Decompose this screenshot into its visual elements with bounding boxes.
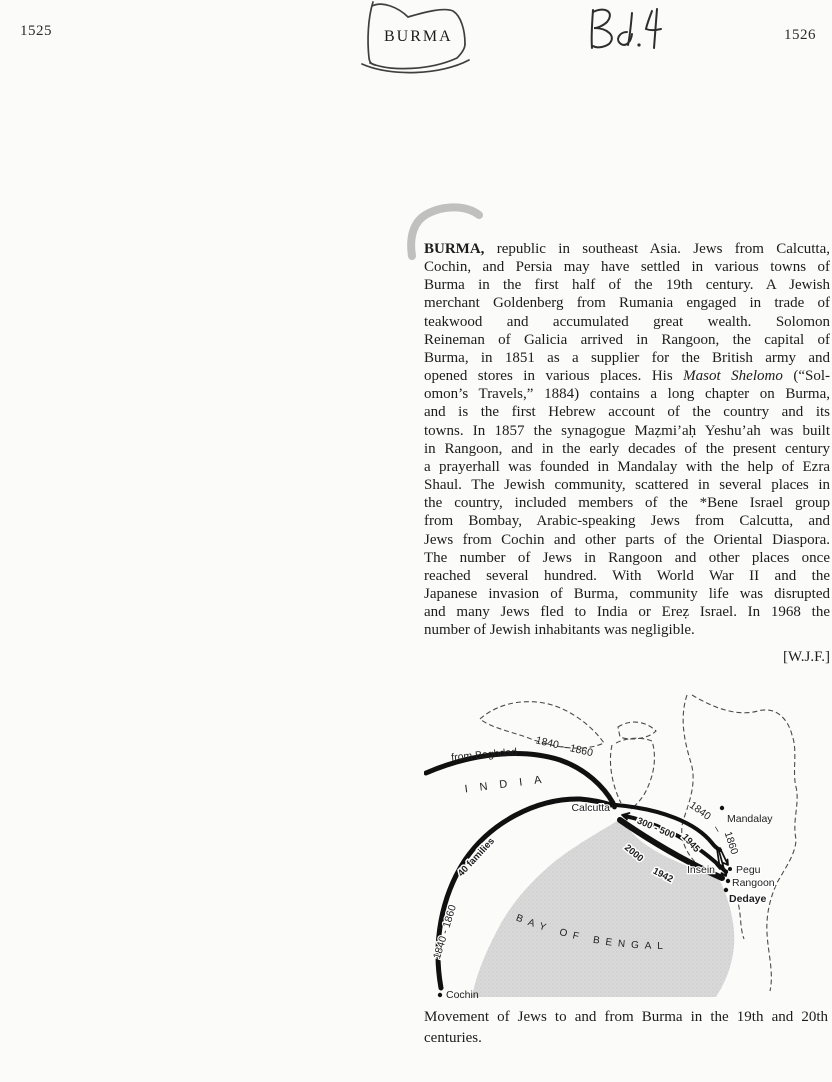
article-body (424, 240, 830, 667)
text-line: a prayerhall was founded in Mandalay with the help of Ezra (424, 458, 830, 475)
route-year-1945: 1945 (679, 831, 702, 855)
region-label-india: INDIA (463, 772, 555, 796)
sea-label: BAY OF BENGAL (514, 912, 669, 952)
migration-map (424, 691, 830, 1005)
author-signature: [W.J.F.] (783, 649, 830, 666)
route-count-300-500: 300 - 500 (635, 815, 677, 842)
route-count-2000: 2000 (622, 842, 646, 865)
right-page-number: 1526 (784, 27, 816, 43)
text-line: Japanese invasion of Burma, community life was disrupted (424, 585, 830, 602)
text-line: Cochin, and Persia may have settled in various towns of (424, 259, 830, 276)
text-line: and many Jews fled to India or Ereẓ Israel. In 1968 the (424, 604, 830, 621)
text-line: centuries. (424, 1030, 482, 1046)
city-label-dedaye: Dedaye (729, 893, 767, 905)
city-dot-mandalay (720, 806, 724, 810)
city-label-pegu: Pegu (736, 864, 761, 876)
route-label-40-families: 40 families (455, 835, 497, 879)
city-label-insein: Insein (686, 864, 715, 876)
route-date-dash: – (710, 823, 724, 835)
text-line: Burma, in 1851 as a supplier for the British army and (424, 349, 830, 366)
text-line: number of Jewish inhabitants was negligible. (424, 622, 695, 639)
route-date-1860: 1860 (721, 830, 741, 856)
text-line: and is the first Hebrew account of the country and its (424, 404, 830, 421)
city-dot-pegu (728, 867, 732, 871)
city-label-calcutta: Calcutta (571, 802, 610, 814)
text-line: merchant Goldenberg from Rumania engaged in trade of (424, 295, 830, 312)
text-line: Movement of Jews to and from Burma in the 19th and 20th (424, 1009, 828, 1025)
text-line: the country, included members of the *Bene Israel group (424, 495, 830, 512)
text-line: omon’s Travels,” 1884) contains a long chapter on Burma, (424, 386, 830, 403)
text-line: from Bombay, Arabic-speaking Jews from Calcutta, and (424, 513, 830, 530)
route-dates-cochin: 1840 - 1860 (431, 903, 459, 961)
route-date-1840: 1840 (687, 799, 713, 823)
text-line: opened stores in various places. His Masot Shelomo (“Sol- (424, 368, 830, 385)
handwriting-strokes (583, 4, 683, 60)
handwritten-volume-note (583, 4, 683, 60)
text-line: reached several hundred. With World War II and the (424, 567, 830, 584)
text-line: Reineman of Galicia arrived in Rangoon, the capital of (424, 331, 830, 348)
text-line: Burma in the first half of the 19th century. A Jewish (424, 277, 830, 294)
map-caption (424, 1007, 828, 1049)
text-line: teakwood and accumulated great wealth. Solomon (424, 313, 830, 330)
text-line: Shaul. The Jewish community, scattered in several places in (424, 477, 830, 494)
left-page-number: 1525 (20, 23, 52, 39)
text-line: Jews from Cochin and other parts of the Oriental Diaspora. (424, 531, 830, 548)
text-line: towns. In 1857 the synagogue Maẓmi’aḥ Yeshu’ah was built (424, 422, 830, 439)
city-dot-calcutta (612, 805, 617, 810)
city-label-mandalay: Mandalay (727, 813, 773, 825)
caption-lines (424, 1007, 828, 1049)
city-label-rangoon: Rangoon (732, 877, 775, 889)
city-dot-rangoon (726, 879, 730, 883)
text-line: The number of Jews in Rangoon and other places once (424, 549, 830, 566)
header-label: BURMA (384, 28, 453, 45)
city-dot-dedaye (724, 888, 728, 892)
running-head-group (356, 0, 474, 88)
route-label-from-baghdad: from Baghdad (450, 746, 518, 764)
article-paragraph (424, 240, 830, 639)
city-label-cochin: Cochin (446, 989, 479, 1001)
city-dot-insein (720, 874, 724, 878)
route-dates-baghdad: 1840 – 1860 (534, 734, 595, 760)
route-year-1942: 1942 (650, 865, 675, 886)
city-dot-cochin (438, 993, 442, 997)
text-line: in Rangoon, and in the early decades of the present century (424, 440, 830, 457)
text-line: BURMA, republic in southeast Asia. Jews from Calcutta, (424, 241, 830, 257)
